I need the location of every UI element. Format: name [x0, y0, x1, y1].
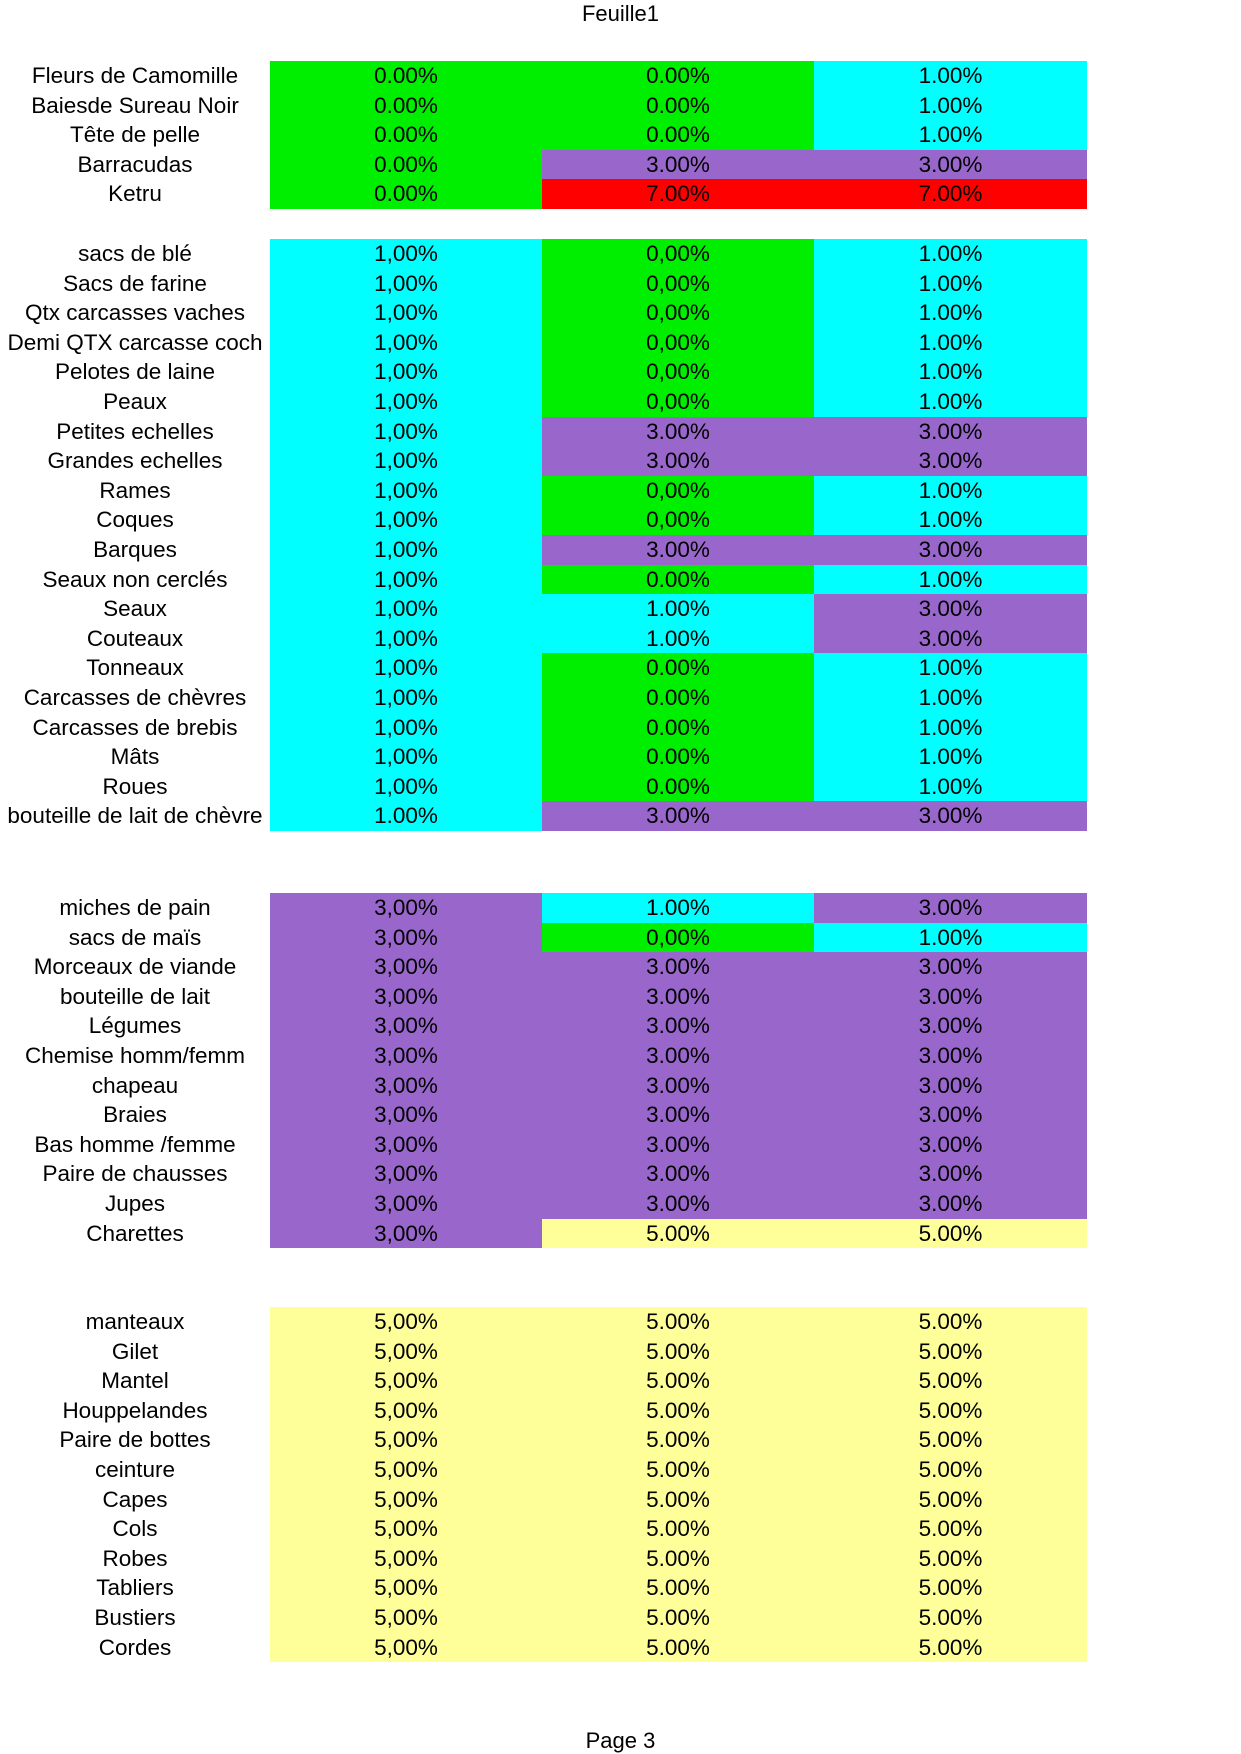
percent-cell-1: 3,00%	[270, 1189, 542, 1219]
table-row	[0, 923, 1241, 953]
table-row	[0, 982, 1241, 1012]
percent-cell-3: 1.00%	[814, 565, 1087, 595]
percent-cell-2: 5.00%	[542, 1396, 814, 1426]
percent-cell-1: 5,00%	[270, 1366, 542, 1396]
row-label: bouteille de lait de chèvre	[7, 803, 263, 829]
percent-cell-1: 5,00%	[270, 1514, 542, 1544]
row-label: Morceaux de viande	[33, 954, 237, 980]
percent-cell-2: 3.00%	[542, 1189, 814, 1219]
percent-cell-3: 3.00%	[814, 594, 1087, 624]
table-row	[0, 653, 1241, 683]
row-label: Tête de pelle	[69, 122, 201, 148]
row-label: Houppelandes	[62, 1397, 208, 1423]
percent-cell-1: 1,00%	[270, 683, 542, 713]
sheet-title: Feuille1	[581, 1, 660, 26]
percent-cell-3: 3.00%	[814, 1071, 1087, 1101]
percent-cell-3: 1.00%	[814, 91, 1087, 121]
table-group-4	[0, 1307, 1241, 1662]
table-row	[0, 624, 1241, 654]
percent-cell-1: 1,00%	[270, 269, 542, 299]
percent-cell-1: 3,00%	[270, 1100, 542, 1130]
percent-cell-2: 5.00%	[542, 1425, 814, 1455]
percent-cell-2: 0,00%	[542, 923, 814, 953]
percent-cell-3: 5.00%	[814, 1396, 1087, 1426]
row-label: Capes	[102, 1486, 168, 1512]
percent-cell-3: 3.00%	[814, 150, 1087, 180]
percent-cell-3: 3.00%	[814, 801, 1087, 831]
percent-cell-1: 1,00%	[270, 772, 542, 802]
percent-cell-3: 1.00%	[814, 269, 1087, 299]
percent-cell-3: 3.00%	[814, 446, 1087, 476]
row-label: Roues	[102, 773, 168, 799]
percent-cell-2: 0,00%	[542, 387, 814, 417]
percent-cell-3: 3.00%	[814, 417, 1087, 447]
percent-cell-2: 5.00%	[542, 1455, 814, 1485]
percent-cell-2: 3.00%	[542, 535, 814, 565]
percent-cell-1: 5,00%	[270, 1307, 542, 1337]
percent-cell-1: 1,00%	[270, 565, 542, 595]
table-row	[0, 1485, 1241, 1515]
percent-cell-3: 1.00%	[814, 653, 1087, 683]
row-label: Couteaux	[86, 625, 184, 651]
table-row	[0, 1573, 1241, 1603]
percent-cell-2: 0.00%	[542, 742, 814, 772]
table-row	[0, 801, 1241, 831]
page-number: Page 3	[585, 1728, 656, 1753]
percent-cell-1: 0.00%	[270, 150, 542, 180]
table-row	[0, 535, 1241, 565]
percent-cell-2: 3.00%	[542, 446, 814, 476]
percent-cell-3: 3.00%	[814, 1100, 1087, 1130]
table-row	[0, 505, 1241, 535]
percent-cell-1: 5,00%	[270, 1337, 542, 1367]
percent-cell-1: 3,00%	[270, 923, 542, 953]
table-row	[0, 1544, 1241, 1574]
row-label: Paire de bottes	[59, 1427, 211, 1453]
table-row	[0, 476, 1241, 506]
percent-cell-3: 5.00%	[814, 1485, 1087, 1515]
table-row	[0, 387, 1241, 417]
percent-cell-1: 0.00%	[270, 120, 542, 150]
percent-cell-3: 1.00%	[814, 476, 1087, 506]
row-label: Tonneaux	[86, 655, 184, 681]
row-label: Mantel	[101, 1368, 169, 1394]
percent-cell-2: 0,00%	[542, 298, 814, 328]
percent-cell-2: 0.00%	[542, 565, 814, 595]
percent-cell-1: 1,00%	[270, 624, 542, 654]
percent-cell-2: 0.00%	[542, 772, 814, 802]
percent-cell-1: 1,00%	[270, 417, 542, 447]
percent-cell-1: 3,00%	[270, 1011, 542, 1041]
percent-cell-1: 1,00%	[270, 328, 542, 358]
percent-cell-1: 5,00%	[270, 1573, 542, 1603]
percent-cell-2: 0.00%	[542, 61, 814, 91]
percent-cell-1: 1,00%	[270, 653, 542, 683]
percent-cell-3: 5.00%	[814, 1366, 1087, 1396]
percent-cell-2: 3.00%	[542, 1100, 814, 1130]
percent-cell-1: 5,00%	[270, 1455, 542, 1485]
row-label: Seaux	[103, 596, 167, 622]
row-label: manteaux	[85, 1309, 185, 1334]
table-row	[0, 91, 1241, 121]
table-row	[0, 952, 1241, 982]
row-label: Mâts	[110, 744, 160, 770]
row-label: sacs de blé	[78, 241, 192, 266]
percent-cell-1: 1,00%	[270, 505, 542, 535]
percent-cell-3: 1.00%	[814, 61, 1087, 91]
row-label: Barracudas	[77, 151, 193, 177]
percent-cell-2: 0.00%	[542, 653, 814, 683]
table-row	[0, 61, 1241, 91]
percent-cell-2: 0,00%	[542, 357, 814, 387]
percent-cell-1: 0.00%	[270, 91, 542, 121]
row-label: Cordes	[98, 1634, 172, 1660]
percent-cell-3: 1.00%	[814, 742, 1087, 772]
row-label: Cols	[112, 1516, 158, 1542]
percent-cell-1: 5,00%	[270, 1544, 542, 1574]
percent-cell-1: 1,00%	[270, 535, 542, 565]
table-row	[0, 298, 1241, 328]
percent-cell-1: 3,00%	[270, 952, 542, 982]
percent-cell-2: 5.00%	[542, 1366, 814, 1396]
percent-cell-3: 5.00%	[814, 1455, 1087, 1485]
percent-cell-3: 3.00%	[814, 1159, 1087, 1189]
table-row	[0, 565, 1241, 595]
row-label: Pelotes de laine	[54, 359, 216, 385]
percent-cell-2: 1.00%	[542, 624, 814, 654]
row-label: Qtx carcasses vaches	[24, 300, 246, 326]
row-label: Braies	[103, 1102, 167, 1128]
percent-cell-2: 7.00%	[542, 179, 814, 209]
table-row	[0, 1396, 1241, 1426]
row-label: Grandes echelles	[47, 448, 223, 474]
table-row	[0, 713, 1241, 743]
row-label: Baiesde Sureau Noir	[31, 92, 239, 118]
percent-cell-3: 1.00%	[814, 772, 1087, 802]
table-row	[0, 1633, 1241, 1663]
percent-cell-2: 3.00%	[542, 1130, 814, 1160]
table-row	[0, 1041, 1241, 1071]
percent-cell-1: 3,00%	[270, 1071, 542, 1101]
percent-cell-3: 5.00%	[814, 1514, 1087, 1544]
row-label: Gilet	[111, 1338, 159, 1364]
percent-cell-3: 5.00%	[814, 1219, 1087, 1249]
percent-cell-2: 5.00%	[542, 1307, 814, 1337]
table-row	[0, 328, 1241, 358]
row-label: Seaux non cerclés	[42, 566, 228, 592]
table-row	[0, 772, 1241, 802]
percent-cell-1: 3,00%	[270, 1159, 542, 1189]
percent-cell-2: 0,00%	[542, 505, 814, 535]
row-label: Rames	[99, 477, 171, 503]
percent-cell-3: 3.00%	[814, 1041, 1087, 1071]
percent-cell-2: 3.00%	[542, 952, 814, 982]
percent-cell-3: 5.00%	[814, 1307, 1087, 1337]
table-row	[0, 1159, 1241, 1189]
percent-cell-3: 3.00%	[814, 952, 1087, 982]
percent-cell-3: 1.00%	[814, 923, 1087, 953]
table-row	[0, 893, 1241, 923]
percent-cell-2: 0.00%	[542, 713, 814, 743]
percent-cell-2: 1.00%	[542, 594, 814, 624]
percent-cell-3: 1.00%	[814, 328, 1087, 358]
percent-cell-3: 1.00%	[814, 357, 1087, 387]
table-group-3	[0, 893, 1241, 1248]
row-label: Sacs de farine	[63, 270, 207, 296]
percent-cell-2: 5.00%	[542, 1573, 814, 1603]
row-label: Coques	[96, 507, 174, 533]
table-row	[0, 1366, 1241, 1396]
percent-cell-1: 3,00%	[270, 1041, 542, 1071]
percent-cell-2: 0.00%	[542, 683, 814, 713]
table-row	[0, 357, 1241, 387]
table-row	[0, 1337, 1241, 1367]
row-label: Charettes	[86, 1220, 184, 1246]
percent-cell-3: 3.00%	[814, 624, 1087, 654]
percent-cell-1: 5,00%	[270, 1396, 542, 1426]
percent-cell-1: 0.00%	[270, 179, 542, 209]
percent-cell-3: 3.00%	[814, 1130, 1087, 1160]
percent-cell-1: 1,00%	[270, 387, 542, 417]
percent-cell-3: 1.00%	[814, 239, 1087, 269]
row-label: Carcasses de chèvres	[23, 684, 247, 710]
row-label: sacs de maïs	[68, 924, 202, 950]
percent-cell-1: 3,00%	[270, 982, 542, 1012]
row-label: Fleurs de Camomille	[31, 63, 239, 88]
percent-cell-3: 1.00%	[814, 505, 1087, 535]
table-group-2	[0, 239, 1241, 831]
table-row	[0, 239, 1241, 269]
table-row	[0, 150, 1241, 180]
percent-cell-2: 0,00%	[542, 328, 814, 358]
table-row	[0, 120, 1241, 150]
percent-cell-3: 1.00%	[814, 387, 1087, 417]
table-row	[0, 1455, 1241, 1485]
percent-cell-2: 5.00%	[542, 1219, 814, 1249]
percent-cell-3: 1.00%	[814, 120, 1087, 150]
table-row	[0, 742, 1241, 772]
percent-cell-2: 3.00%	[542, 982, 814, 1012]
row-label: Robes	[102, 1545, 168, 1571]
percent-cell-2: 3.00%	[542, 1011, 814, 1041]
percent-cell-1: 1.00%	[270, 801, 542, 831]
row-label: Bas homme /femme	[34, 1131, 236, 1157]
percent-cell-1: 5,00%	[270, 1633, 542, 1663]
row-label: chapeau	[91, 1072, 179, 1098]
table-row	[0, 594, 1241, 624]
percent-cell-2: 5.00%	[542, 1337, 814, 1367]
table-row	[0, 1514, 1241, 1544]
percent-cell-2: 0,00%	[542, 239, 814, 269]
row-label: Petites echelles	[56, 418, 214, 444]
percent-cell-3: 3.00%	[814, 1189, 1087, 1219]
percent-cell-1: 1,00%	[270, 713, 542, 743]
percent-cell-3: 3.00%	[814, 1011, 1087, 1041]
row-label: Jupes	[104, 1190, 166, 1216]
table-row	[0, 446, 1241, 476]
percent-cell-1: 1,00%	[270, 298, 542, 328]
percent-cell-2: 3.00%	[542, 1071, 814, 1101]
table-row	[0, 179, 1241, 209]
percent-cell-2: 0,00%	[542, 476, 814, 506]
table-row	[0, 1071, 1241, 1101]
percent-cell-1: 5,00%	[270, 1485, 542, 1515]
percent-cell-1: 1,00%	[270, 357, 542, 387]
row-label: bouteille de lait	[59, 983, 211, 1009]
percent-cell-2: 5.00%	[542, 1485, 814, 1515]
percent-cell-3: 1.00%	[814, 713, 1087, 743]
percent-cell-1: 1,00%	[270, 446, 542, 476]
percent-cell-1: 3,00%	[270, 1130, 542, 1160]
percent-cell-1: 1,00%	[270, 239, 542, 269]
percent-cell-3: 5.00%	[814, 1573, 1087, 1603]
percent-cell-1: 1,00%	[270, 476, 542, 506]
table-group-1	[0, 61, 1241, 209]
percent-cell-2: 3.00%	[542, 1041, 814, 1071]
row-label: ceinture	[94, 1456, 176, 1482]
percent-cell-1: 1,00%	[270, 594, 542, 624]
row-label: Bustiers	[94, 1604, 176, 1630]
row-label: Paire de chausses	[42, 1161, 228, 1187]
percent-cell-3: 3.00%	[814, 893, 1087, 923]
percent-cell-1: 0.00%	[270, 61, 542, 91]
percent-cell-3: 7.00%	[814, 179, 1087, 209]
row-label: Barques	[93, 536, 177, 562]
percent-cell-3: 5.00%	[814, 1603, 1087, 1633]
table-row	[0, 683, 1241, 713]
percent-cell-2: 5.00%	[542, 1603, 814, 1633]
row-label: Demi QTX carcasse coch	[7, 329, 263, 355]
percent-cell-2: 5.00%	[542, 1633, 814, 1663]
percent-cell-1: 3,00%	[270, 1219, 542, 1249]
row-label: Tabliers	[96, 1575, 174, 1601]
percent-cell-3: 1.00%	[814, 298, 1087, 328]
percent-cell-2: 1.00%	[542, 893, 814, 923]
row-label: Ketru	[108, 181, 162, 207]
percent-cell-3: 1.00%	[814, 683, 1087, 713]
percent-cell-3: 3.00%	[814, 982, 1087, 1012]
percent-cell-1: 5,00%	[270, 1603, 542, 1633]
percent-cell-2: 5.00%	[542, 1514, 814, 1544]
table-row	[0, 1189, 1241, 1219]
table-row	[0, 1219, 1241, 1249]
table-row	[0, 269, 1241, 299]
row-label: Légumes	[88, 1013, 182, 1039]
table-row	[0, 1603, 1241, 1633]
table-row	[0, 1011, 1241, 1041]
row-label: miches de pain	[59, 895, 211, 920]
percent-cell-2: 3.00%	[542, 1159, 814, 1189]
row-label: Chemise homm/femm	[24, 1042, 246, 1068]
table-row	[0, 1307, 1241, 1337]
percent-cell-3: 3.00%	[814, 535, 1087, 565]
table-row	[0, 1130, 1241, 1160]
table-row	[0, 1100, 1241, 1130]
percent-cell-2: 3.00%	[542, 417, 814, 447]
percent-cell-1: 3,00%	[270, 893, 542, 923]
table-row	[0, 1425, 1241, 1455]
percent-cell-2: 5.00%	[542, 1544, 814, 1574]
percent-cell-3: 5.00%	[814, 1544, 1087, 1574]
table-row	[0, 417, 1241, 447]
percent-cell-3: 5.00%	[814, 1425, 1087, 1455]
row-label: Carcasses de brebis	[32, 714, 238, 740]
row-label: Peaux	[103, 388, 167, 414]
percent-cell-2: 3.00%	[542, 150, 814, 180]
percent-cell-3: 5.00%	[814, 1337, 1087, 1367]
percent-cell-2: 0.00%	[542, 91, 814, 121]
percent-cell-1: 1,00%	[270, 742, 542, 772]
percent-cell-1: 5,00%	[270, 1425, 542, 1455]
percent-cell-2: 3.00%	[542, 801, 814, 831]
percent-cell-2: 0,00%	[542, 269, 814, 299]
percent-cell-3: 5.00%	[814, 1633, 1087, 1663]
percent-cell-2: 0.00%	[542, 120, 814, 150]
